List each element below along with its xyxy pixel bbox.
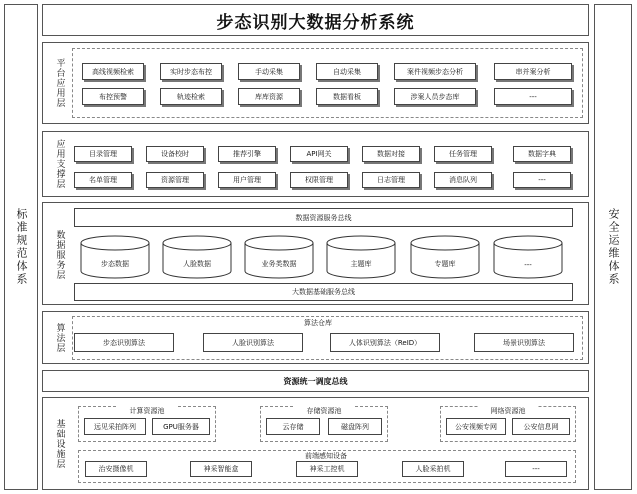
platform-label: 平台应用层 (54, 58, 65, 108)
platform-dashed-box (72, 48, 583, 118)
sensing-devices-title: 前端感知设备 (294, 451, 358, 461)
infra-label: 基础设施层 (54, 419, 65, 469)
network-pool-title: 网络资源池 (478, 406, 538, 416)
support-item: 名单管理 (74, 172, 132, 188)
database-cylinder (410, 235, 480, 279)
platform-item: 手动采集 (238, 63, 300, 80)
algo-item: 步态识别算法 (74, 333, 174, 352)
data-label: 数据服务层 (54, 230, 65, 280)
algo-repo-title: 算法仓库 (290, 318, 346, 328)
cylinder-shape-icon (162, 235, 232, 279)
cylinder-label: --- (524, 261, 532, 269)
left-side-label: 标准规范体系 (15, 208, 28, 286)
left-side-panel (4, 4, 38, 490)
support-item: 资源管理 (146, 172, 204, 188)
cylinder-label: 主题库 (350, 260, 372, 268)
platform-item: --- (494, 88, 572, 105)
cylinder-label: 人脸数据 (183, 260, 211, 268)
platform-item: 串并案分析 (494, 63, 572, 80)
algo-item: 场景识别算法 (474, 333, 574, 352)
support-item: 权限管理 (290, 172, 348, 188)
support-item: 数据对接 (362, 146, 420, 162)
algo-item: 人体识别算法（ReID） (330, 333, 440, 352)
support-item: 任务管理 (434, 146, 492, 162)
support-item: 用户管理 (218, 172, 276, 188)
cylinder-label: 专题库 (434, 260, 456, 268)
support-item: API网关 (290, 146, 348, 162)
support-item: 目录管理 (74, 146, 132, 162)
database-cylinder (162, 235, 232, 279)
sensing-item: 神采工控机 (296, 461, 358, 477)
data-resource-bus: 数据资源服务总线 (74, 208, 573, 227)
page-title: 步态识别大数据分析系统 (216, 12, 415, 33)
database-cylinder (80, 235, 150, 279)
support-item: 数据字典 (513, 146, 571, 162)
network-item: 公安信息网 (512, 418, 570, 435)
platform-item: 轨迹检索 (160, 88, 222, 105)
network-item: 公安视频专网 (446, 418, 506, 435)
cylinder-shape-icon (80, 235, 150, 279)
storage-item: 磁盘阵列 (328, 418, 382, 435)
storage-item: 云存储 (266, 418, 320, 435)
platform-item: 数据看板 (316, 88, 378, 105)
platform-item: 高线视频检索 (82, 63, 144, 80)
platform-item: 实时步态布控 (160, 63, 222, 80)
support-label: 应用支撑层 (54, 139, 65, 189)
big-data-base-bus: 大数据基础服务总线 (74, 283, 573, 301)
compute-item: 远见采拍阵列 (84, 418, 146, 435)
platform-item: 涉案人员步态库 (394, 88, 476, 105)
cylinder-label: 步态数据 (101, 260, 129, 268)
storage-pool-title: 存储资源池 (294, 406, 354, 416)
support-item: 推荐引擎 (218, 146, 276, 162)
cylinder-shape-icon (493, 235, 563, 279)
compute-pool-title: 计算资源池 (117, 406, 177, 416)
cylinder-label: 业务类数据 (261, 260, 297, 268)
sensing-item: --- (505, 461, 567, 477)
compute-item: GPU服务器 (152, 418, 210, 435)
sensing-item: 治安摄像机 (85, 461, 147, 477)
database-cylinder (326, 235, 396, 279)
right-side-label: 安全运维体系 (607, 208, 620, 286)
platform-item: 自动采集 (316, 63, 378, 80)
cylinder-shape-icon (410, 235, 480, 279)
support-item: 消息队列 (434, 172, 492, 188)
platform-item: 布控预警 (82, 88, 144, 105)
cylinder-shape-icon (326, 235, 396, 279)
support-item: 设备校时 (146, 146, 204, 162)
platform-item: 案件视频步态分析 (394, 63, 476, 80)
database-cylinder (493, 235, 563, 279)
support-item: 日志管理 (362, 172, 420, 188)
platform-item: 库库资源 (238, 88, 300, 105)
sensing-item: 神采智能盒 (190, 461, 252, 477)
right-side-panel (594, 4, 632, 490)
scheduler-bus: 资源统一调度总线 (43, 371, 588, 391)
cylinder-shape-icon (244, 235, 314, 279)
algo-label: 算法层 (54, 323, 65, 353)
sensing-item: 人脸采拍机 (402, 461, 464, 477)
database-cylinder (244, 235, 314, 279)
algo-item: 人脸识别算法 (203, 333, 303, 352)
support-item: --- (513, 172, 571, 188)
